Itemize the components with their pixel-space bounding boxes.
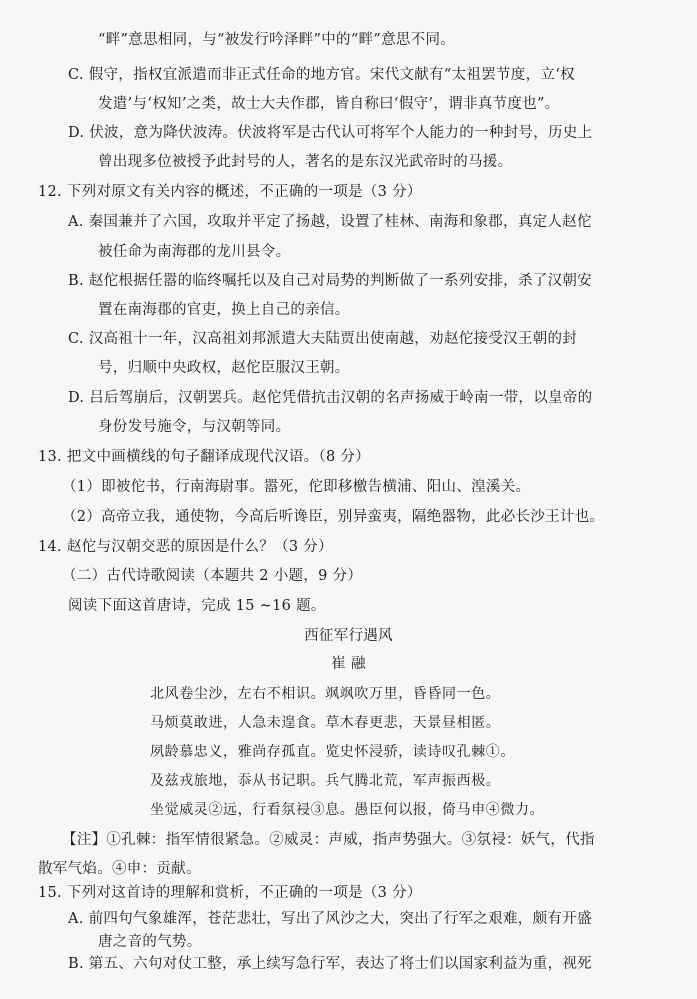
poem-line: 北风卷尘沙，左右不相识。飒飒吹万里，昏昏同一色。 <box>150 686 501 702</box>
poem-author: 崔 融 <box>331 656 366 672</box>
poem-title: 西征军行遇风 <box>304 628 393 644</box>
text-line: 曾出现多位被授予此封号的人，著名的是东汉光武帝时的马援。 <box>98 154 513 170</box>
poem-line: 及兹戎旅地，忝从书记职。兵气腾北荒，军声振西极。 <box>150 773 501 789</box>
text-line: 唐之音的气势。 <box>98 934 202 950</box>
question-14: 14. 赵佗与汉朝交恶的原因是什么？（3 分） <box>38 539 333 555</box>
option-c: C. 假守，指权宜派遣而非正式任命的地方官。宋代文献有“太祖罢节度，立‘权 <box>68 67 575 83</box>
text-line: “畔”意思相同，与“被发行吟泽畔”中的“畔”意思不同。 <box>98 32 456 48</box>
poem-notes: 散军气焰。④申：贡献。 <box>38 861 201 877</box>
option-b: B. 赵佗根据任嚣的临终嘱托以及自己对局势的判断做了一系列安排，杀了汉朝安 <box>68 273 592 289</box>
option-c: C. 汉高祖十一年，汉高祖刘邦派遣大夫陆贾出使南越，劝赵佗接受汉王朝的封 <box>68 331 578 347</box>
option-a: A. 前四句气象雄浑，苍茫悲壮，写出了风沙之大，突出了行军之艰难，颇有开盛 <box>68 911 592 927</box>
question-12: 12. 下列对原文有关内容的概述，不正确的一项是（3 分） <box>38 184 422 200</box>
option-b: B. 第五、六句对仗工整，承上续写急行军，表达了将士们以国家利益为重，视死 <box>68 956 592 972</box>
question-15: 15. 下列对这首诗的理解和赏析，不正确的一项是（3 分） <box>38 885 422 901</box>
option-d: D. 吕后驾崩后，汉朝罢兵。赵佗凭借抗击汉朝的名声扬威于岭南一带，以皇帝的 <box>68 390 593 406</box>
text-line: 发遣’与‘权知’之类，故士大夫作郡，皆自称曰‘假守’，谓非真节度也”。 <box>98 96 560 112</box>
instruction: 阅读下面这首唐诗，完成 15 ~16 题。 <box>68 598 326 614</box>
section-heading: （二）古代诗歌阅读（本题共 2 小题，9 分） <box>62 568 363 584</box>
option-a: A. 秦国兼并了六国，攻取并平定了扬越，设置了桂林、南海和象郡，真定人赵佗 <box>68 214 592 230</box>
question-13-item-2: （2）高帝立我，通使物，今高后听谗臣，别异蛮夷，隔绝器物，此必长沙王计也。 <box>62 509 605 525</box>
poem-line: 马烦莫敢进，人急未遑食。草木春更悲，天景昼相匿。 <box>150 715 501 731</box>
poem-line: 坐觉威灵②远，行看氛祲③息。愚臣何以报，倚马申④微力。 <box>150 802 545 818</box>
text-line: 置在南海郡的官吏，换上自己的亲信。 <box>98 302 350 318</box>
poem-line: 夙龄慕忠义，雅尚存孤直。览史怀浸骄，读诗叹孔棘①。 <box>150 744 515 760</box>
question-13: 13. 把文中画横线的句子翻译成现代汉语。（8 分） <box>38 449 371 465</box>
poem-notes: 【注】①孔棘：指军情很紧急。②威灵：声威，指声势强大。③氛祲：妖气，代指 <box>62 832 595 848</box>
text-line: 身份发号施令，与汉朝等同。 <box>98 419 291 435</box>
text-line: 被任命为南海郡的龙川县令。 <box>98 244 291 260</box>
text-line: 号，归顺中央政权，赵佗臣服汉王朝。 <box>98 360 350 376</box>
option-d: D. 伏波，意为降伏波涛。伏波将军是古代认可将军个人能力的一种封号，历史上 <box>68 125 593 141</box>
question-13-item-1: （1）即被佗书，行南海尉事。嚣死，佗即移檄告横浦、阳山、湟溪关。 <box>62 479 531 495</box>
